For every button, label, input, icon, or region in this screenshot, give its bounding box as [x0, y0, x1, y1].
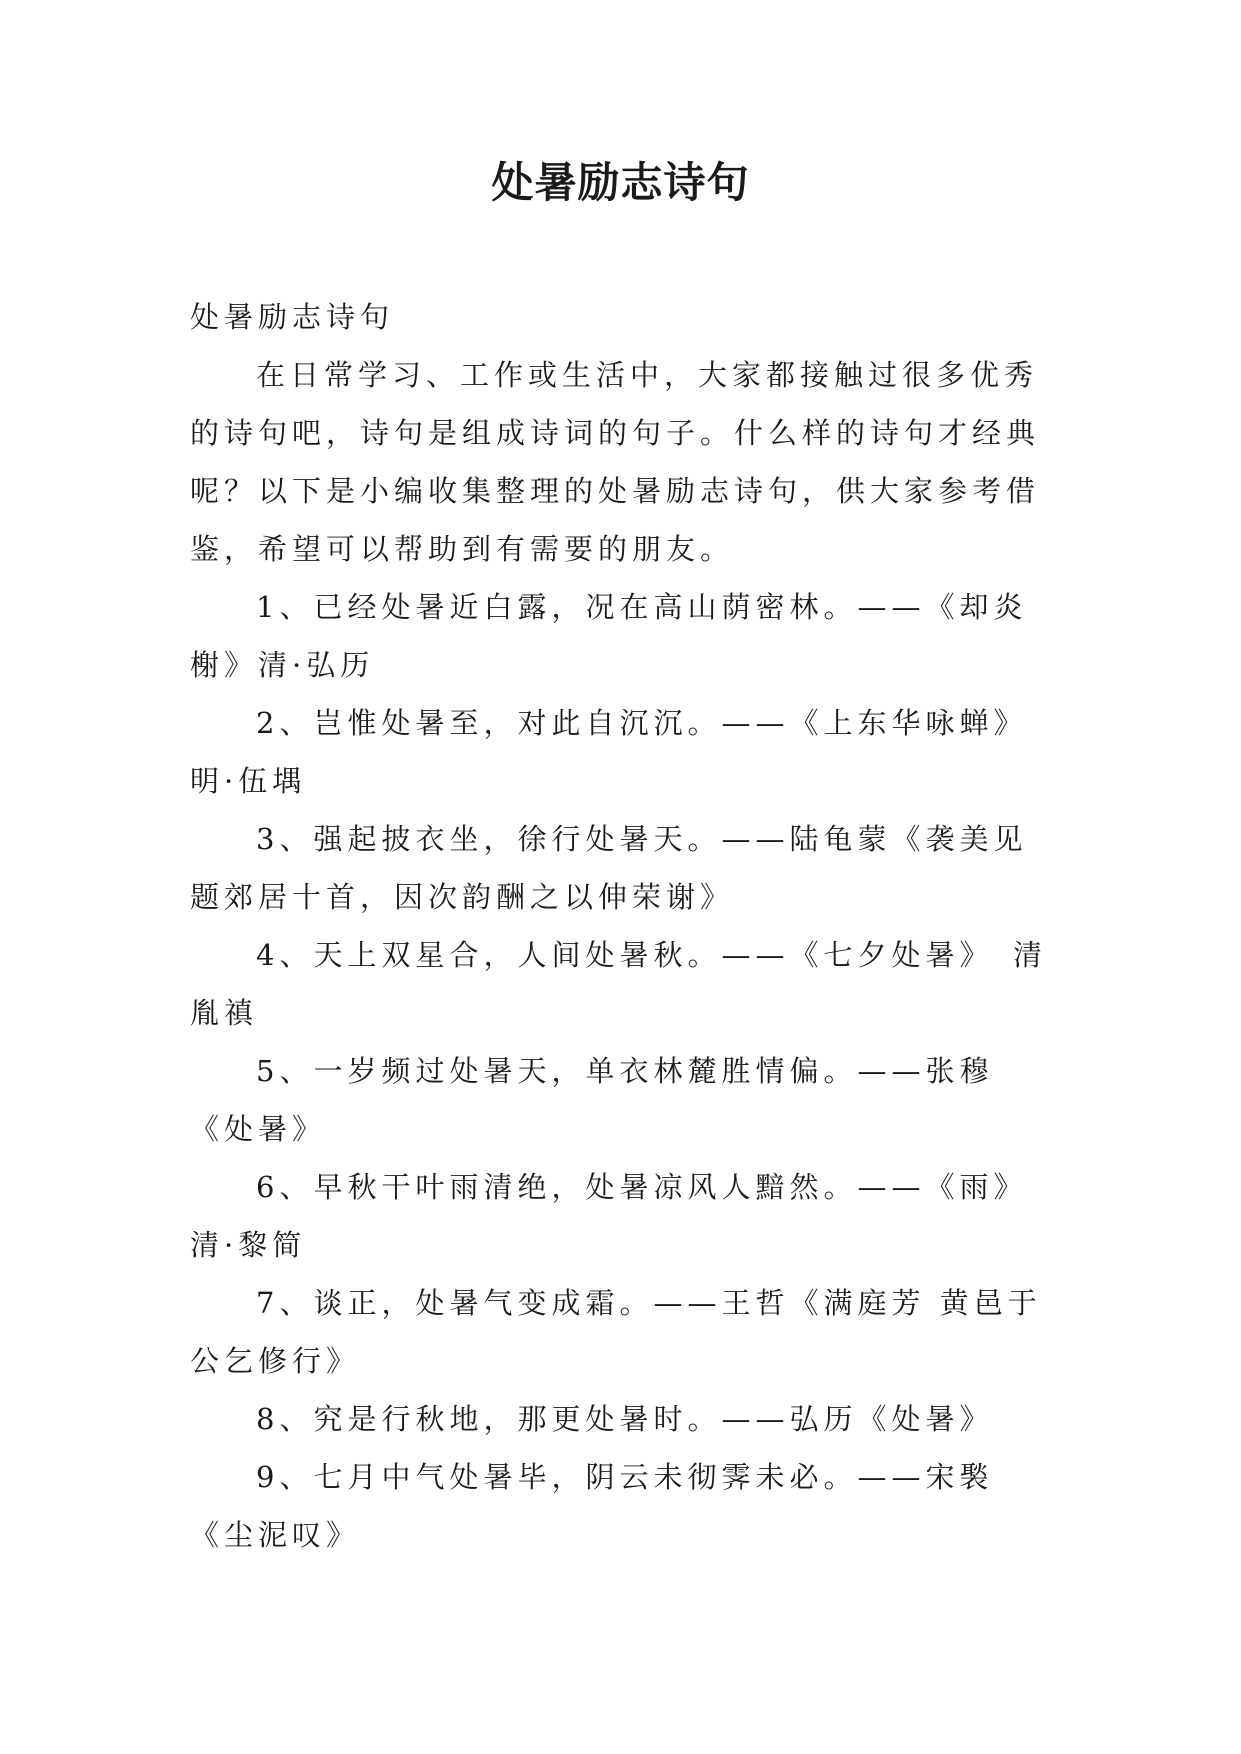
verse-item: 1、已经处暑近白露，况在高山荫密林。——《却炎榭》清·弘历	[190, 590, 1028, 682]
intro-paragraph: 在日常学习、工作或生活中，大家都接触过很多优秀的诗句吧，诗句是组成诗词的句子。什么样的诗句才经典呢？以下是小编收集整理的处暑励志诗句，供大家参考借鉴，希望可以帮助到有需要的朋友。	[190, 358, 1041, 566]
verse-item: 6、早秋干叶雨清绝，处暑凉风人黯然。——《雨》清·黎简	[190, 1170, 1028, 1262]
verse-item: 4、天上双星合，人间处暑秋。——《七夕处暑》 清胤禛	[190, 938, 1047, 1030]
verse-item: 5、一岁频过处暑天，单衣林麓胜情偏。——张穆《处暑》	[190, 1054, 994, 1146]
verse-item: 3、强起披衣坐，徐行处暑天。——陆龟蒙《袭美见题郊居十首，因次韵酬之以伸荣谢》	[190, 822, 1028, 914]
verse-item: 9、七月中气处暑毕，阴云未彻霁未必。——宋褧《尘泥叹》	[190, 1460, 994, 1552]
verse-item: 7、谈正，处暑气变成霜。——王哲《满庭芳 黄邑于公乞修行》	[190, 1286, 1042, 1378]
verse-item: 8、究是行秋地，那更处暑时。——弘历《处暑》	[256, 1402, 994, 1436]
verse-item: 2、岂惟处暑至，对此自沉沉。——《上东华咏蝉》明·伍堣	[190, 706, 1028, 798]
document-title: 处暑励志诗句	[491, 158, 750, 207]
document-body	[190, 288, 1050, 1564]
section-heading: 处暑励志诗句	[190, 300, 395, 334]
